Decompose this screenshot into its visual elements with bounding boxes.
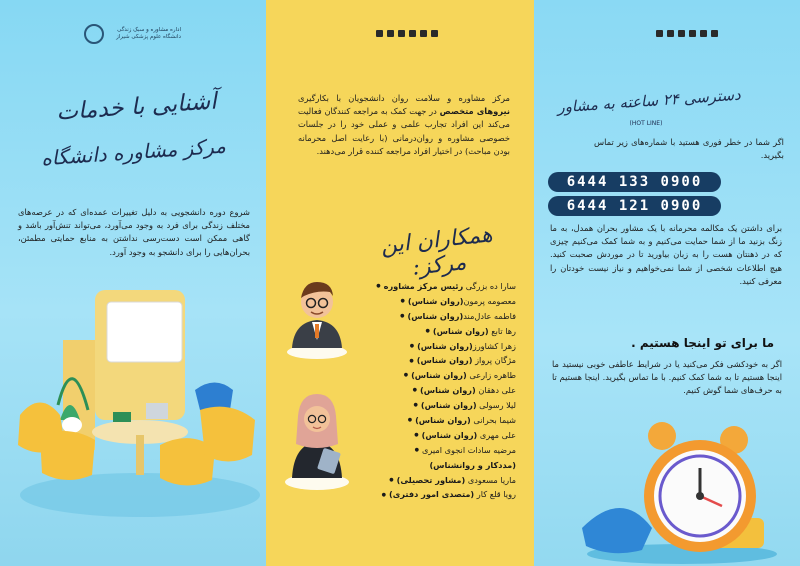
staff-item: رها تابع (روان شناس) ● <box>356 324 516 339</box>
middle-intro-pre: مرکز مشاوره و سلامت روان دانشجویان با بکارگیری <box>298 93 510 103</box>
middle-intro-bold: نیروهای متخصص <box>439 106 510 117</box>
staff-item: علی دهقان (روان شناس) ● <box>356 383 516 398</box>
hotline-intro: اگر شما در خطر فوری هستید با شماره‌های زیر تماس بگیرید. <box>594 137 784 161</box>
dots-decoration <box>656 30 718 37</box>
middle-panel <box>266 0 534 566</box>
office-illustration <box>0 270 266 530</box>
hotline-title: دسترسی ۲۴ ساعته به مشاور <box>556 85 742 117</box>
phone-number-2[interactable]: 6444 121 0900 <box>548 196 721 216</box>
staff-item: (مددکار و روانشناس) <box>429 459 516 470</box>
staff-item: سارا ده بزرگی رئیس مرکز مشاوره ● <box>356 279 516 294</box>
right-panel <box>534 0 800 566</box>
staff-item: مرضیه سادات انجوی امیری ● <box>356 443 516 458</box>
middle-intro-post: در جهت کمک به مراجعه کنندگان فعالیت می‌کند این افراد تجارب علمی و عملی خود را در جلسات خصوصی مشاوره و روان‌درمانی (با رعایت اصل محرمانه بودن مباحث) در اختیار افراد مراجعه کننده قرار می‌دهند. <box>298 106 510 156</box>
left-intro-text: شروع دوره دانشجویی به دلیل تغییرات عمده‌ای که در عرصه‌های مختلف زندگی برای فرد به وجود می‌آورد، می‌تواند تنش‌آور باشد و گاهی ممکن است دست‌رسی نداشتن به منابع حمایتی مطمئن، بحران‌هایی را برای دانشجو به وجود آورد. <box>18 207 250 257</box>
left-panel <box>0 0 266 566</box>
university-logo <box>84 24 181 44</box>
staff-item: معصومه پرمون(روان شناس) ● <box>356 294 516 309</box>
hotline-subtitle: (HOT LINE) <box>629 120 663 127</box>
logo-text: اداره مشاوره و سبک زندگی دانشگاه علوم پزشکی شیراز <box>116 27 181 40</box>
man-avatar-icon <box>284 270 350 360</box>
left-heading-line1: آشنایی با خدمات <box>55 88 218 126</box>
staff-item: فاطمه عادل‌مند(روان شناس) ● <box>356 309 516 324</box>
woman-avatar-icon <box>284 386 350 490</box>
middle-intro-text <box>298 92 510 158</box>
staff-item: زهرا کشاورز(روان شناس) ● <box>356 339 516 354</box>
colleagues-title: همکاران این مرکز: <box>379 222 494 281</box>
alarm-clock-icon <box>562 418 782 566</box>
right-body-text: برای داشتن یک مکالمه محرمانه با یک مشاور بحران همدل، به ما زنگ بزنید ما از شما حمایت می‌کنیم و به شما کمک می‌کنیم چیزی که در ذهنتان هست را به زبان بیاورید تا در موردش صحبت کنید. هیچ اطلاعات شخصی از شما نمی‌خواهیم و نیاز نیست خودتان را معرفی کنید. <box>550 223 782 286</box>
staff-item: لیلا رسولی (روان شناس) ● <box>356 398 516 413</box>
phone-number-1[interactable]: 6444 133 0900 <box>548 172 721 192</box>
staff-item: شیما بحرانی (روان شناس) ● <box>356 413 516 428</box>
dots-decoration <box>376 30 438 37</box>
here-title: ما برای تو اینجا هستیم . <box>631 336 774 350</box>
left-heading-line2: مرکز مشاوره دانشگاه <box>40 133 227 171</box>
staff-item: مژگان پرواز (روان شناس) ● <box>356 353 516 368</box>
staff-item: رویا قلع کار (متصدی امور دفتری) ● <box>356 487 516 502</box>
staff-item: ماریا مسعودی (مشاور تحصیلی) ● <box>356 473 516 488</box>
staff-list <box>356 279 516 502</box>
staff-item: علی مهری (روان شناس) ● <box>356 428 516 443</box>
staff-item: طاهره زارعی (روان شناس) ● <box>356 368 516 383</box>
logo-icon <box>84 24 104 44</box>
here-body-text: اگر به خودکشی فکر می‌کنید یا در شرایط عاطفی خوبی نیستید ما اینجا هستیم تا به شما کمک کنیم. با ما تماس بگیرید. اینجا هستیم تا به حرف‌های شما گوش کنیم. <box>552 359 782 396</box>
